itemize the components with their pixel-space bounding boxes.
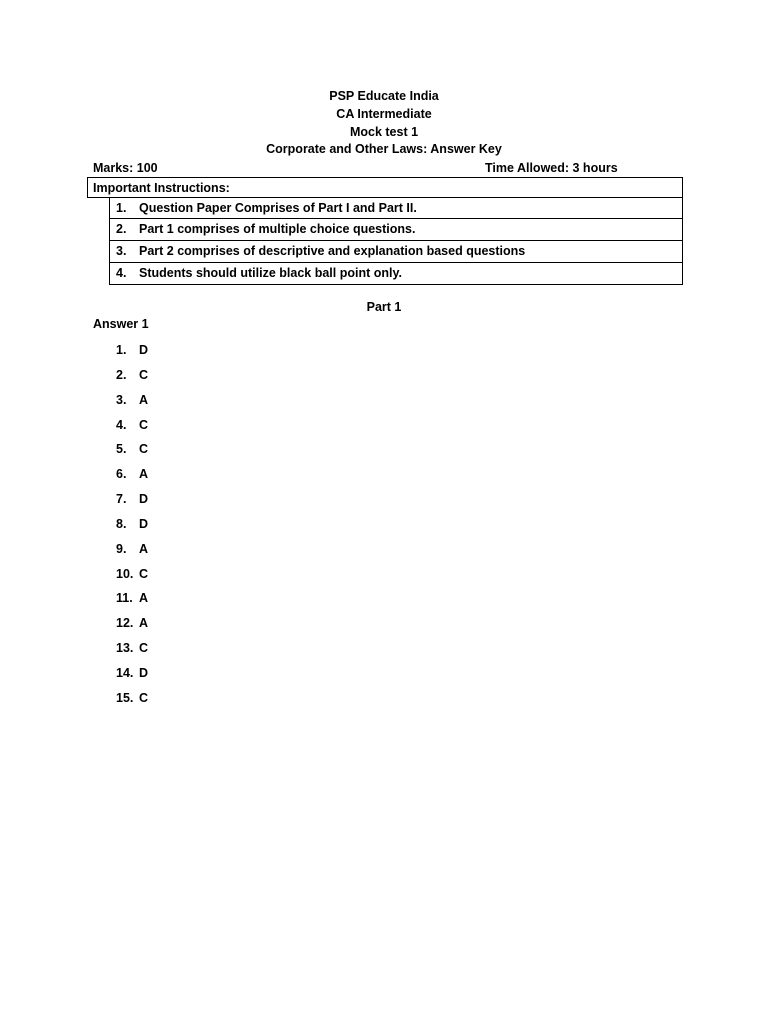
- answer-number: 9.: [116, 541, 127, 556]
- instruction-item: [109, 241, 683, 263]
- answer-number: 3.: [116, 392, 127, 407]
- answer-value: D: [139, 665, 149, 680]
- answer-number: 15.: [116, 690, 134, 705]
- instruction-item: [109, 197, 683, 219]
- answer-value: C: [139, 367, 149, 382]
- answer-value: C: [139, 417, 149, 432]
- answer-number: 1.: [116, 343, 127, 357]
- time-allowed-label: Time Allowed: 3 hours: [485, 161, 618, 175]
- answer-number: 13.: [116, 641, 134, 656]
- document-header: [0, 88, 768, 159]
- instruction-text: Part 1 comprises of multiple choice questions.: [139, 222, 416, 236]
- answer-number: 7.: [116, 492, 127, 507]
- answer-number: 11.: [116, 591, 133, 606]
- answer-value: C: [139, 566, 149, 581]
- answer-value: D: [139, 343, 149, 357]
- answer-number: 8.: [116, 516, 127, 531]
- instruction-number: 3.: [116, 244, 127, 258]
- answer-value: C: [139, 690, 149, 705]
- answer-heading: Answer 1: [93, 317, 149, 331]
- answer-value: A: [139, 541, 149, 556]
- instruction-number: 4.: [116, 266, 127, 280]
- answer-value: A: [139, 616, 149, 631]
- instruction-number: 1.: [116, 201, 127, 215]
- instructions-heading: Important Instructions:: [87, 177, 683, 198]
- answer-value: A: [139, 591, 149, 606]
- answer-number: 14.: [116, 665, 134, 680]
- answer-number: 6.: [116, 467, 127, 482]
- answer-value: A: [139, 467, 149, 482]
- instruction-item: [109, 219, 683, 241]
- instruction-number: 2.: [116, 222, 127, 236]
- answer-value: C: [139, 442, 149, 457]
- institute-name: PSP Educate India: [329, 89, 439, 103]
- answer-number: 5.: [116, 442, 127, 457]
- document-title: Corporate and Other Laws: Answer Key: [266, 142, 502, 157]
- answer-number: 4.: [116, 417, 127, 432]
- instruction-text: Part 2 comprises of descriptive and explanation based questions: [139, 244, 526, 258]
- answer-number: 2.: [116, 367, 127, 382]
- answer-number: 12.: [116, 616, 134, 631]
- answer-value: D: [139, 516, 149, 531]
- answer-value: A: [139, 392, 149, 407]
- instruction-item: [109, 263, 683, 285]
- instructions-list: [109, 197, 683, 285]
- part-title: Part 1: [366, 300, 402, 314]
- instruction-text: Question Paper Comprises of Part I and Part II.: [139, 201, 417, 215]
- instruction-text: Students should utilize black ball point only.: [139, 266, 402, 280]
- exam-meta-row: [93, 159, 683, 177]
- marks-label: Marks: 100: [93, 161, 158, 175]
- instructions-table: [87, 177, 683, 285]
- course-name: CA Intermediate: [336, 106, 432, 121]
- test-name: Mock test 1: [349, 124, 419, 139]
- answer-value: D: [139, 492, 149, 507]
- answer-number: 10.: [116, 566, 134, 581]
- answer-value: C: [139, 641, 149, 656]
